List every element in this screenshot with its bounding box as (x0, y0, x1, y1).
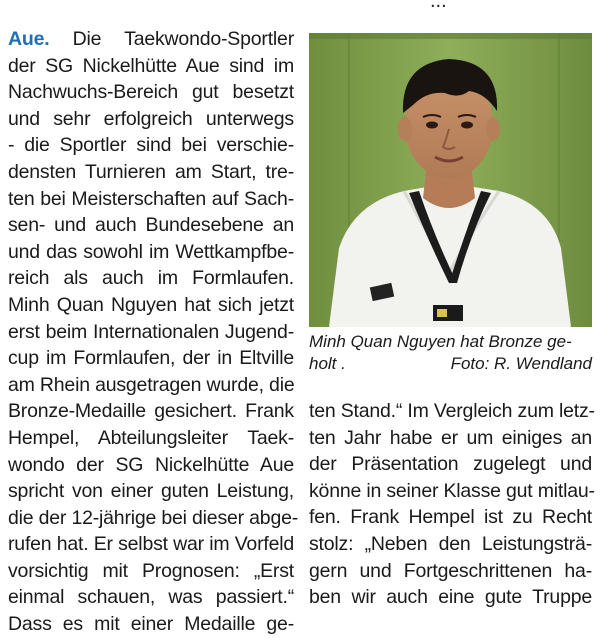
header-fragment: ... (430, 0, 447, 12)
article-line: vorsichtig mit Prognosen: „Erst (8, 559, 294, 582)
article-line: einmal schauen, was passiert.“ (8, 586, 294, 609)
article-line: der Präsentation zugelegt und (309, 453, 592, 476)
article-line: ten Stand.“ Im Vergleich zum letz- (309, 400, 595, 422)
article-line: densten Turnieren am Start, tre- (8, 160, 294, 183)
dateline: Aue. (8, 28, 50, 50)
article-line: sen- und auch Bundesebene an (8, 214, 294, 237)
article-line: ten Jahr habe er um einiges an (309, 426, 592, 449)
athlete-photo (309, 33, 592, 327)
article-line: Nachwuchs-Bereich gut besetzt (8, 81, 294, 104)
article-line: ben wir auch eine gute Truppe (309, 586, 592, 609)
article-line: Minh Quan Nguyen hat sich jetzt (8, 293, 294, 316)
article-column-left (8, 26, 299, 638)
photo-credit: Foto: R. Wendland (450, 354, 592, 373)
article-line: die der 12-jährige bei dieser abge- (8, 506, 299, 529)
athlete-portrait-image (309, 33, 592, 327)
article-column-right (309, 398, 595, 611)
article-line: Bronze-Medaille gesichert. Frank (8, 400, 294, 423)
article-line: ten bei Meisterschaften auf Sach- (8, 187, 294, 210)
caption-line-2 (309, 353, 592, 375)
article-line: - die Sportler sind bei verschie- (8, 134, 294, 157)
article-line: erst beim Internationalen Jugend- (8, 320, 294, 343)
article-line: rufen hat. Er selbst war im Vorfeld (8, 533, 294, 556)
photo-caption (309, 331, 592, 375)
article-line: der SG Nickelhütte Aue sind im (8, 54, 294, 77)
article-line: Aue. Die Taekwondo-Sportler (8, 28, 294, 50)
article-line: cup im Formlaufen, der in Eltville (8, 347, 294, 370)
article-line: stolz: „Neben den Leistungsträ- (309, 532, 592, 555)
article-line: wondo der SG Nickelhütte Aue (8, 453, 294, 476)
article-line: und sehr erfolgreich unterwegs (8, 107, 294, 130)
article-line: und das sowohl im Wettkampfbe- (8, 240, 294, 263)
article-line: gern und Fortgeschrittenen ha- (309, 559, 592, 582)
caption-text: holt . (309, 354, 346, 373)
caption-line: Minh Quan Nguyen hat Bronze ge- (309, 332, 572, 351)
article-line: reich als auch im Formlaufen. (8, 267, 294, 290)
article-line: Hempel, Abteilungsleiter Taek- (8, 426, 294, 449)
article-line: spricht von einer guten Leistung, (8, 480, 294, 503)
article-line: am Rhein ausgetragen wurde, die (8, 373, 295, 396)
article-line: könne in seiner Klasse gut mitlau- (309, 479, 595, 502)
article-line: fen. Frank Hempel ist zu Recht (309, 506, 592, 529)
article-line: Dass es mit einer Medaille ge- (8, 613, 294, 636)
